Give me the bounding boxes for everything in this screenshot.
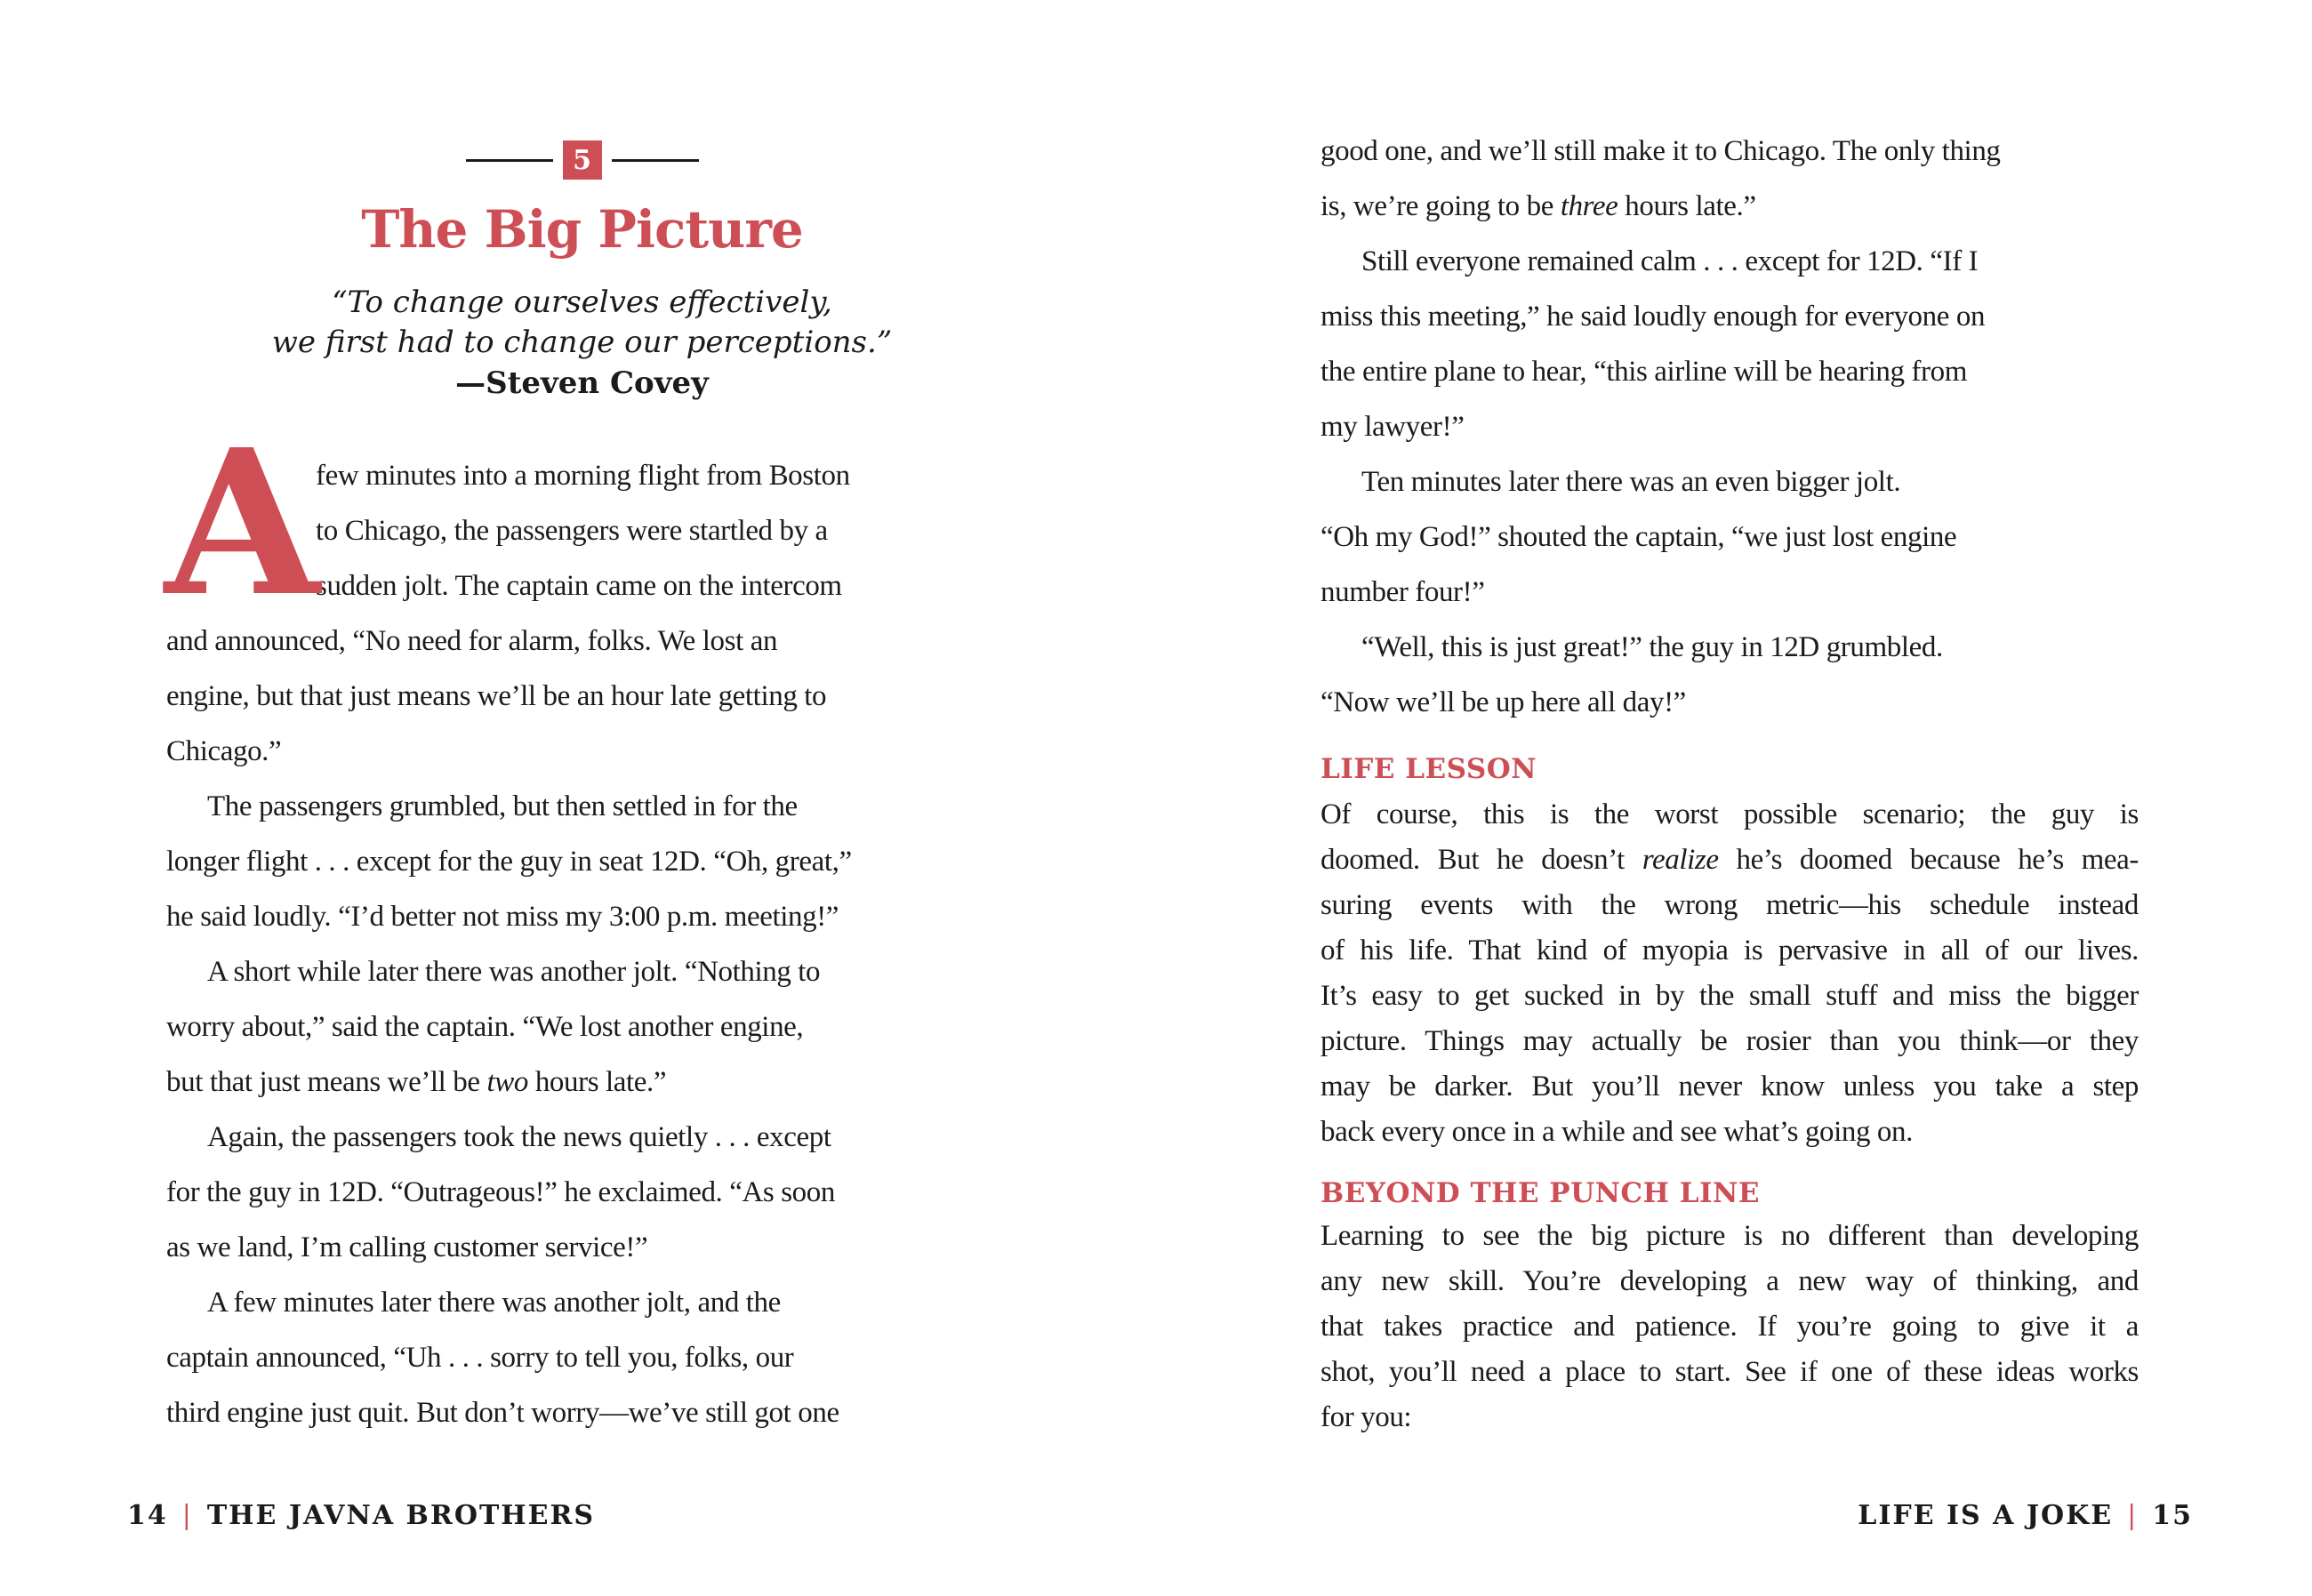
chapter-title: The Big Picture xyxy=(361,199,803,260)
body-line: may be darker. But you’ll never know unless you take a step xyxy=(1321,1071,2139,1103)
emphasis-text: realize xyxy=(1642,844,1719,876)
body-line: It’s easy to get sucked in by the small stuff and miss the bigger xyxy=(1321,980,2139,1012)
body-line: “Oh my God!” shouted the captain, “we just lost engine xyxy=(1321,521,1957,553)
body-line: good one, and we’ll still make it to Chicago. The only thing xyxy=(1321,135,2001,167)
body-line: Again, the passengers took the news quietly . . . except xyxy=(207,1121,831,1153)
epigraph-attribution: —Steven Covey xyxy=(455,365,709,401)
page-right xyxy=(1156,0,2312,1596)
body-line: shot, you’ll need a place to start. See if one of these ideas works xyxy=(1321,1356,2139,1388)
body-line: of his life. That kind of myopia is pervasive in all of our lives. xyxy=(1321,934,2139,966)
body-line xyxy=(1321,838,2139,883)
body-line: captain announced, “Uh . . . sorry to tell you, folks, our xyxy=(166,1342,794,1374)
body-text: he’s doomed because he’s mea- xyxy=(1718,844,2139,876)
body-line: worry about,” said the captain. “We lost another engine, xyxy=(166,1011,804,1043)
page-number: 15 xyxy=(2152,1500,2193,1531)
emphasis-text: three xyxy=(1560,190,1618,222)
body-line: for the guy in 12D. “Outrageous!” he exclaimed. “As soon xyxy=(166,1176,835,1208)
body-line: sudden jolt. The captain came on the intercom xyxy=(316,570,842,602)
body-line: few minutes into a morning flight from Boston xyxy=(316,460,850,492)
body-line: Still everyone remained calm . . . except for 12D. “If I xyxy=(1361,245,1979,277)
body-line xyxy=(1321,179,2139,234)
body-line: suring events with the wrong metric—his schedule instead xyxy=(1321,889,2139,921)
body-line: Of course, this is the worst possible scenario; the guy is xyxy=(1321,798,2139,830)
chapter-number: 5 xyxy=(573,144,591,176)
body-line: third engine just quit. But don’t worry—we’ve still got one xyxy=(166,1397,839,1429)
body-line: picture. Things may actually be rosier than you think—or they xyxy=(1321,1025,2139,1057)
body-line: for you: xyxy=(1321,1401,1412,1433)
body-line: The passengers grumbled, but then settled in for the xyxy=(207,790,798,822)
body-line: A few minutes later there was another jolt, and the xyxy=(207,1287,781,1319)
body-text: doomed. But he doesn’t xyxy=(1321,844,1642,876)
body-line: any new skill. You’re developing a new way of thinking, and xyxy=(1321,1265,2139,1297)
running-head: LIFE IS A JOKE xyxy=(1858,1500,2114,1531)
epigraph-line: we first had to change our perceptions.” xyxy=(271,325,893,360)
body-text: hours late.” xyxy=(527,1066,667,1098)
page-number: 14 xyxy=(127,1500,168,1531)
page-footer-right xyxy=(1858,1499,2193,1533)
body-line: Learning to see the big picture is no different than developing xyxy=(1321,1220,2139,1252)
body-line: back every once in a while and see what’s going on. xyxy=(1321,1116,1913,1148)
emphasis-text: two xyxy=(486,1066,528,1098)
body-line: “Now we’ll be up here all day!” xyxy=(1321,686,1686,718)
life-lesson-paragraph xyxy=(1321,792,2139,1155)
body-line: Chicago.” xyxy=(166,735,282,767)
body-line: miss this meeting,” he said loudly enough for everyone on xyxy=(1321,301,1986,333)
beyond-punchline-paragraph xyxy=(1321,1214,2139,1440)
footer-separator: | xyxy=(181,1500,193,1531)
story-text-left xyxy=(165,406,998,1440)
body-line: “Well, this is just great!” the guy in 12D grumbled. xyxy=(1361,631,1943,663)
body-line: that takes practice and patience. If you’re going to give it a xyxy=(1321,1311,2139,1343)
body-line: the entire plane to hear, “this airline will be hearing from xyxy=(1321,356,1967,388)
decorative-rule-left xyxy=(466,159,553,162)
body-line: A short while later there was another jolt. “Nothing to xyxy=(207,956,821,988)
story-text-right xyxy=(1321,124,2139,730)
body-text: hours late.” xyxy=(1618,190,1756,222)
chapter-badge-row xyxy=(166,140,998,180)
decorative-rule-right xyxy=(612,159,699,162)
body-text: is, we’re going to be xyxy=(1321,190,1561,222)
body-line: my lawyer!” xyxy=(1321,411,1465,443)
drop-cap: A xyxy=(165,406,320,641)
epigraph xyxy=(166,283,998,405)
body-text: but that just means we’ll be xyxy=(166,1066,487,1098)
page-footer-left xyxy=(127,1499,595,1533)
footer-separator: | xyxy=(2127,1500,2139,1531)
chapter-number-badge xyxy=(563,140,602,180)
epigraph-line: “To change ourselves effectively, xyxy=(332,285,832,320)
body-line: engine, but that just means we’ll be an hour late getting to xyxy=(166,680,827,712)
body-line: to Chicago, the passengers were startled by a xyxy=(316,515,828,547)
body-line: as we land, I’m calling customer service!” xyxy=(166,1231,648,1263)
running-head: THE JAVNA BROTHERS xyxy=(206,1500,596,1531)
body-line: and announced, “No need for alarm, folks. We lost an xyxy=(166,625,778,657)
life-lesson-heading: LIFE LESSON xyxy=(1321,753,1537,785)
body-line: longer flight . . . except for the guy in seat 12D. “Oh, great,” xyxy=(166,846,852,878)
beyond-punchline-heading: BEYOND THE PUNCH LINE xyxy=(1321,1177,1760,1209)
body-line: number four!” xyxy=(1321,576,1485,608)
body-line: he said loudly. “I’d better not miss my 3:00 p.m. meeting!” xyxy=(166,901,839,933)
body-line: Ten minutes later there was an even bigger jolt. xyxy=(1361,466,1901,498)
body-line xyxy=(166,1055,998,1110)
